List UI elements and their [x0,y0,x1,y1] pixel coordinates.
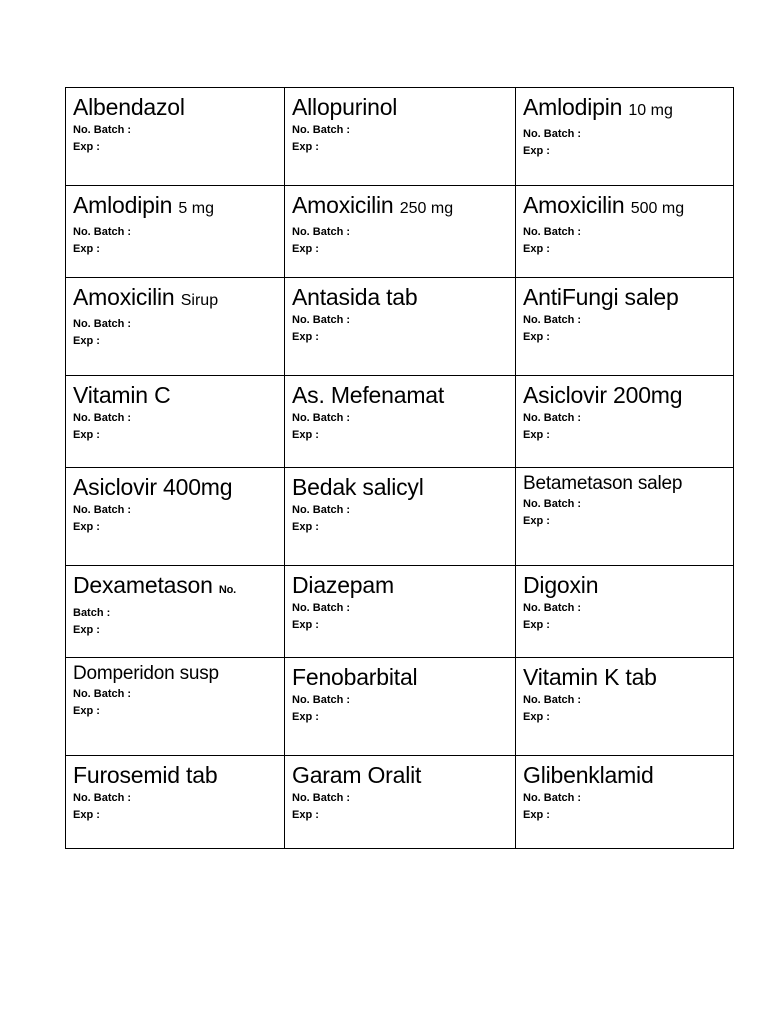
medicine-name [292,662,509,692]
expiry-field: Exp : [73,243,100,255]
expiry-field: Exp : [523,711,550,723]
batch-number-field: No. Batch : [523,314,582,326]
medicine-dose: 500 mg [630,200,685,217]
medicine-name [523,380,727,410]
expiry-field: Exp : [292,521,319,533]
medicine-name-text: Betametason salep [523,473,683,494]
medicine-label [66,278,285,376]
medicine-label [516,376,734,468]
medicine-name-text: Vitamin K tab [523,664,657,690]
medicine-dose: 10 mg [628,102,673,119]
medicine-name-text: Allopurinol [292,94,398,120]
medicine-name-text: Bedak salicyl [292,474,424,500]
medicine-label [66,186,285,278]
label-row [66,376,734,468]
batch-number-field: Batch : [73,607,111,619]
expiry-field: Exp : [73,521,100,533]
label-sheet [65,87,733,849]
batch-number-field: No. Batch : [73,792,132,804]
batch-number-field: No. Batch : [292,792,351,804]
expiry-field: Exp : [523,331,550,343]
medicine-dose: 5 mg [178,200,214,217]
medicine-label [66,658,285,756]
batch-number-field: No. Batch : [73,688,132,700]
batch-number-field: No. Batch : [292,226,351,238]
medicine-name [523,190,727,224]
label-table [65,87,734,849]
medicine-name [523,282,727,312]
label-row [66,468,734,566]
medicine-name-text: Amlodipin [523,94,623,120]
expiry-field: Exp : [292,429,319,441]
batch-number-field: No. Batch : [292,412,351,424]
batch-number-field: No. Batch : [292,694,351,706]
batch-number-field: No. Batch : [292,504,351,516]
batch-number-field: No. Batch : [523,694,582,706]
expiry-field: Exp : [523,809,550,821]
medicine-name-text: Amlodipin [73,192,173,218]
expiry-field: Exp : [73,705,100,717]
medicine-name [292,472,509,502]
medicine-label [516,756,734,849]
medicine-dose: Sirup [180,292,219,309]
batch-number-field: No. Batch : [523,602,582,614]
expiry-field: Exp : [523,619,550,631]
medicine-name [73,282,278,316]
batch-number-field: No. Batch : [292,314,351,326]
label-row [66,658,734,756]
expiry-field: Exp : [523,145,550,157]
medicine-label [285,376,516,468]
batch-number-field: No. Batch : [523,226,582,238]
medicine-name [73,570,278,605]
expiry-field: Exp : [73,429,100,441]
expiry-field: Exp : [73,335,100,347]
medicine-label [516,658,734,756]
medicine-name [523,92,727,126]
medicine-label [516,468,734,566]
medicine-name-text: AntiFungi salep [523,284,679,310]
label-row [66,756,734,849]
expiry-field: Exp : [73,141,100,153]
medicine-name [73,92,278,122]
medicine-name-text: Albendazol [73,94,185,120]
medicine-label [66,566,285,658]
medicine-name-text: Garam Oralit [292,762,422,788]
medicine-name-text: Antasida tab [292,284,418,310]
label-row [66,88,734,186]
expiry-field: Exp : [523,243,550,255]
medicine-name-text: Asiclovir 200mg [523,382,683,408]
batch-number-field: No. Batch : [523,498,582,510]
medicine-label [285,468,516,566]
medicine-name-text: Domperidon susp [73,663,219,684]
medicine-label [285,186,516,278]
medicine-name-text: Diazepam [292,572,394,598]
expiry-field: Exp : [523,429,550,441]
medicine-dose: 250 mg [399,200,454,217]
medicine-name [73,662,278,686]
batch-number-field: No. Batch : [523,792,582,804]
medicine-name-text: Amoxicilin [523,192,625,218]
medicine-name [523,760,727,790]
medicine-name-text: Fenobarbital [292,664,418,690]
batch-number-field: No. Batch : [523,128,582,140]
expiry-field: Exp : [292,809,319,821]
expiry-field: Exp : [292,711,319,723]
label-row [66,278,734,376]
expiry-field: Exp : [292,141,319,153]
medicine-label [285,756,516,849]
medicine-label [285,658,516,756]
batch-number-field: No. Batch : [292,124,351,136]
medicine-name-text: As. Mefenamat [292,382,445,408]
medicine-name-text: Amoxicilin [73,284,175,310]
label-row [66,186,734,278]
medicine-name [523,472,727,496]
medicine-label [66,756,285,849]
medicine-label [516,278,734,376]
medicine-label [285,88,516,186]
medicine-name-text: Dexametason [73,572,213,598]
medicine-label [285,278,516,376]
batch-number-field: No. Batch : [73,226,132,238]
medicine-name [523,570,727,600]
medicine-name [523,662,727,692]
medicine-label [516,88,734,186]
medicine-name [292,570,509,600]
medicine-name [73,760,278,790]
medicine-name-text: Glibenklamid [523,762,654,788]
medicine-label [66,88,285,186]
medicine-name [73,380,278,410]
expiry-field: Exp : [73,624,100,636]
batch-number-field: No. Batch : [292,602,351,614]
medicine-label [285,566,516,658]
expiry-field: Exp : [523,515,550,527]
batch-number-field: No. Batch : [73,504,132,516]
medicine-name [292,282,509,312]
medicine-name-text: Asiclovir 400mg [73,474,233,500]
medicine-name-text: Vitamin C [73,382,171,408]
expiry-field: Exp : [292,619,319,631]
batch-number-field: No. Batch : [73,318,132,330]
label-row [66,566,734,658]
medicine-label [66,376,285,468]
medicine-name [292,190,509,224]
medicine-dose: No. [218,584,237,596]
medicine-name-text: Furosemid tab [73,762,218,788]
medicine-name [73,472,278,502]
medicine-name-text: Digoxin [523,572,599,598]
expiry-field: Exp : [292,243,319,255]
medicine-name [292,760,509,790]
medicine-name-text: Amoxicilin [292,192,394,218]
batch-number-field: No. Batch : [523,412,582,424]
medicine-name [292,380,509,410]
medicine-label [66,468,285,566]
expiry-field: Exp : [292,331,319,343]
medicine-name [292,92,509,122]
medicine-name [73,190,278,224]
medicine-label [516,566,734,658]
batch-number-field: No. Batch : [73,124,132,136]
batch-number-field: No. Batch : [73,412,132,424]
expiry-field: Exp : [73,809,100,821]
medicine-label [516,186,734,278]
